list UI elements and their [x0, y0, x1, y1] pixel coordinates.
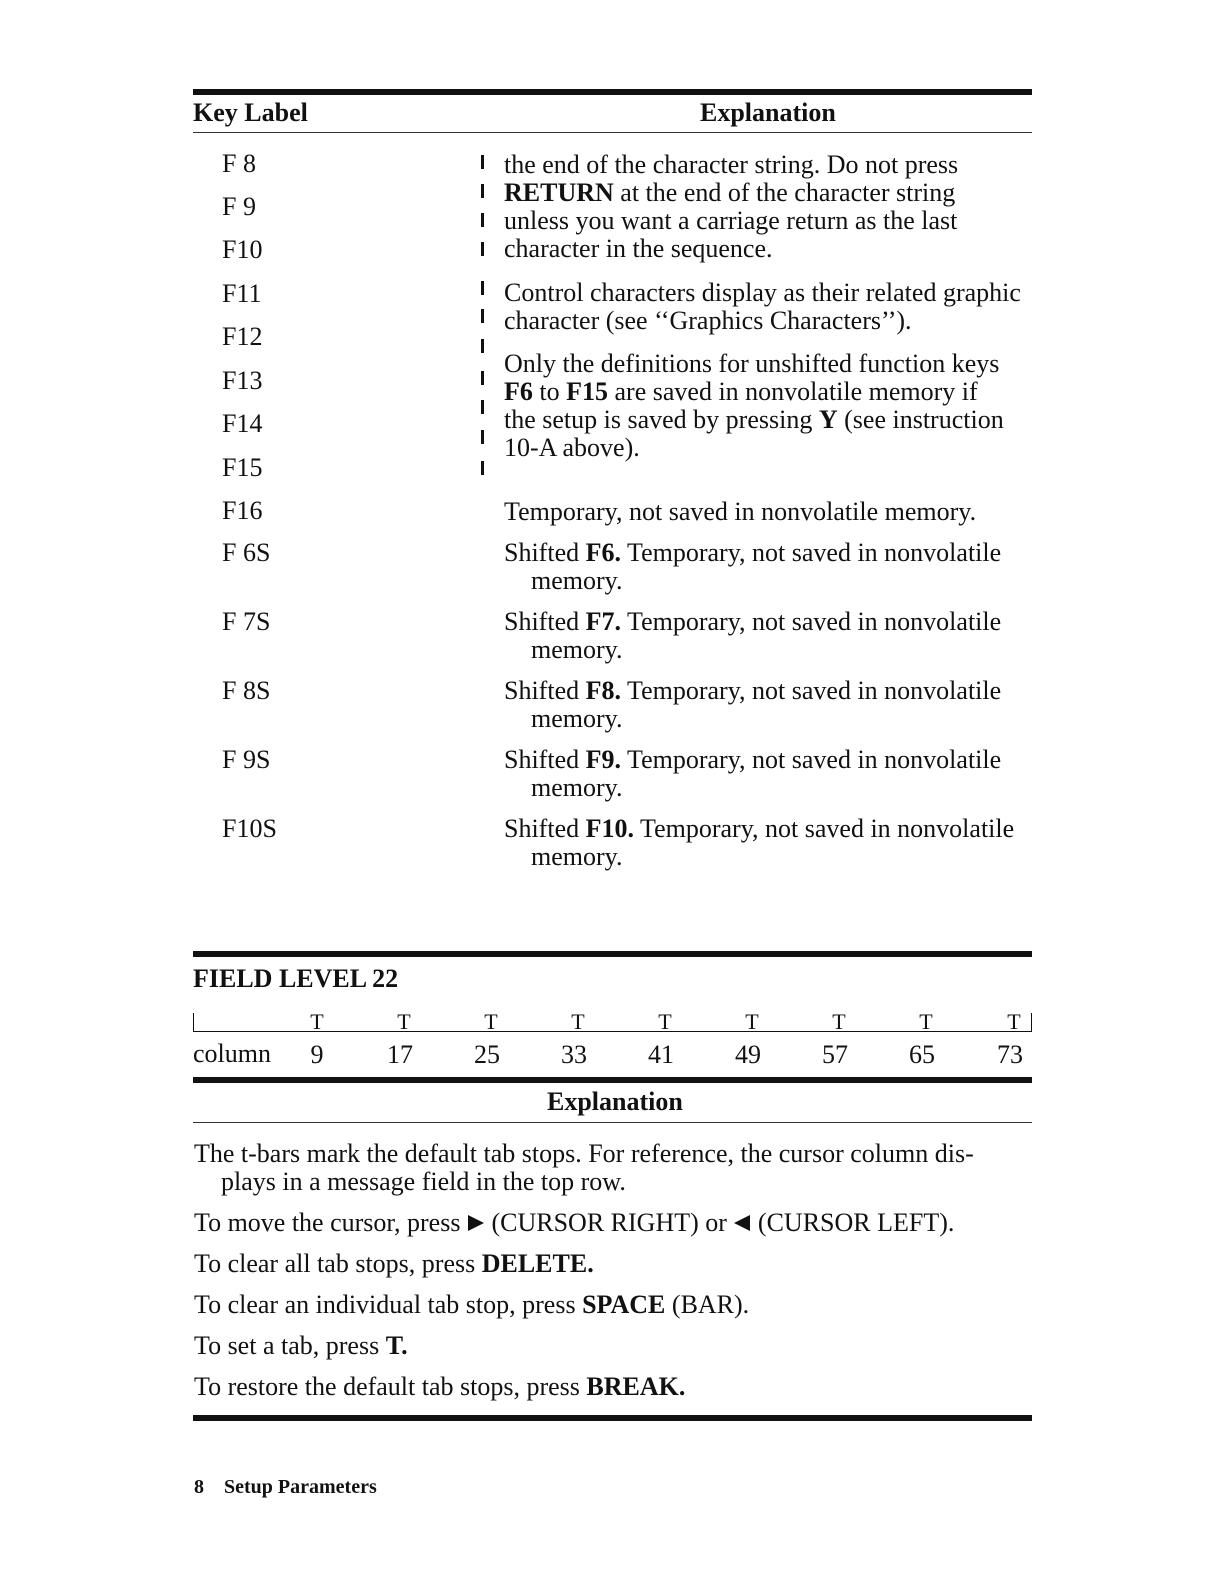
shifted-text: Temporary, not saved in nonvolatile [621, 607, 1002, 636]
ruler-right-edge [1031, 1013, 1032, 1032]
paragraph-text: (BAR). [665, 1290, 750, 1319]
set-tab-paragraph [194, 1332, 408, 1360]
change-bar [481, 309, 484, 323]
shifted-text: Temporary, not saved in nonvolatile [621, 745, 1002, 774]
tab-stop-marker: T [832, 1009, 846, 1034]
change-bar [481, 339, 484, 353]
paragraph-text: To restore the default tab stops, press [194, 1372, 587, 1401]
explanation-line: character in the sequence. [504, 234, 773, 263]
explanation-line: the end of the character string. Do not press [504, 150, 959, 179]
clear-one-paragraph [194, 1291, 749, 1319]
left-arrow-icon [733, 1214, 751, 1232]
paragraph-text: (CURSOR RIGHT) or [484, 1208, 734, 1237]
change-bar [481, 461, 484, 475]
bottom-rule [193, 1415, 1032, 1421]
shifted-explanation [504, 815, 1044, 871]
return-key: RETURN [504, 178, 614, 207]
explanation-rule [193, 1077, 1032, 1083]
key-label: F11 [222, 279, 262, 308]
field-level-rule [193, 951, 1032, 957]
t-key: T. [385, 1331, 408, 1360]
shifted-text: Temporary, not saved in nonvolatile [634, 814, 1015, 843]
key-label: F 9S [222, 745, 271, 774]
column-number: 49 [735, 1040, 761, 1069]
explanation-text: (see instruction [837, 405, 1004, 434]
tab-stop-marker: T [919, 1009, 933, 1034]
explanation-text: the setup is saved by pressing [504, 405, 819, 434]
explanation-line: unless you want a carriage return as the last [504, 206, 958, 235]
column-number: 57 [822, 1040, 848, 1069]
key-label: F13 [222, 366, 263, 395]
explanation-header: Explanation [700, 98, 836, 127]
key-label: F12 [222, 322, 263, 351]
key-label: F 9 [222, 192, 256, 221]
column-number: 25 [474, 1040, 500, 1069]
restore-paragraph [194, 1373, 685, 1401]
shifted-cont: memory. [531, 566, 623, 595]
f16-explanation [504, 498, 1044, 526]
y-key: Y [818, 405, 838, 434]
change-bar [481, 184, 484, 198]
column-number: 41 [648, 1040, 674, 1069]
tab-stop-marker: T [745, 1009, 759, 1034]
paragraph-text: To move the cursor, press [194, 1208, 467, 1237]
shifted-key: F7. [585, 607, 621, 636]
key-label: F 8S [222, 676, 271, 705]
column-number: 65 [909, 1040, 935, 1069]
tab-stop-marker: T [310, 1009, 324, 1034]
paragraph-text: To clear all tab stops, press [194, 1249, 482, 1278]
delete-key: DELETE. [481, 1249, 594, 1278]
change-bar [481, 281, 484, 295]
section-title: Setup Parameters [224, 1476, 377, 1498]
cursor-paragraph [194, 1209, 954, 1237]
explanation-line: Control characters display as their related graphic [504, 278, 1021, 307]
key-label-header: Key Label [193, 98, 308, 127]
tab-stop-marker: T [571, 1009, 585, 1034]
shifted-cont: memory. [531, 842, 623, 871]
shifted-text: Temporary, not saved in nonvolatile [621, 538, 1002, 567]
key-label: F 7S [222, 607, 271, 636]
shifted-key: F6. [585, 538, 621, 567]
shifted-prefix: Shifted [504, 607, 586, 636]
change-bar [481, 430, 484, 444]
explanation-line: character (see ‘‘Graphics Characters’’). [504, 306, 912, 335]
explanation-text: at the end of the character string [620, 178, 956, 207]
shifted-explanation [504, 746, 1044, 802]
f6-key: F6 [504, 377, 533, 406]
tab-stop-marker: T [397, 1009, 411, 1034]
key-label: F14 [222, 409, 263, 438]
explanation-text: are saved in nonvolatile memory if [608, 377, 978, 406]
column-number: 17 [387, 1040, 413, 1069]
shifted-prefix: Shifted [504, 745, 586, 774]
tbar-paragraph [194, 1140, 974, 1196]
shifted-prefix: Shifted [504, 676, 586, 705]
ruler-left-edge [193, 1013, 194, 1032]
shifted-explanation [504, 539, 1044, 595]
page-number: 8 [194, 1476, 204, 1498]
shifted-cont: memory. [531, 773, 623, 802]
page-footer [194, 1476, 377, 1499]
explanation-underline [193, 1122, 1032, 1123]
paragraph-line: plays in a message field in the top row. [221, 1167, 626, 1196]
change-bar [481, 213, 484, 227]
shifted-explanation [504, 677, 1044, 733]
shifted-cont: memory. [531, 635, 623, 664]
paragraph-line: The t-bars mark the default tab stops. For reference, the cursor column dis- [194, 1139, 974, 1168]
key-label: F10S [222, 814, 277, 843]
key-label: F 8 [222, 149, 256, 178]
change-bar [481, 400, 484, 414]
key-label: F15 [222, 453, 263, 482]
column-label: column [193, 1039, 271, 1068]
paragraph-text: To set a tab, press [194, 1331, 386, 1360]
field-level-title: FIELD LEVEL 22 [193, 964, 399, 993]
shifted-key: F8. [585, 676, 621, 705]
paragraph-text: (CURSOR LEFT). [751, 1208, 955, 1237]
column-number: 33 [561, 1040, 587, 1069]
shifted-explanation [504, 608, 1044, 664]
explanation-line: 10-A above). [504, 433, 640, 462]
right-arrow-icon [467, 1214, 485, 1232]
shifted-cont: memory. [531, 704, 623, 733]
explanation-line [504, 406, 1044, 434]
change-bar [481, 155, 484, 169]
column-number: 73 [997, 1040, 1023, 1069]
key-label: F10 [222, 235, 263, 264]
explanation-block-3 [504, 350, 1044, 462]
tab-stop-marker: T [658, 1009, 672, 1034]
key-label: F16 [222, 496, 263, 525]
explanation-line [504, 179, 1044, 207]
explanation-block-2 [504, 279, 1044, 335]
space-key: SPACE [582, 1290, 666, 1319]
explanation-block-1 [504, 151, 1044, 263]
break-key: BREAK. [586, 1372, 686, 1401]
paragraph-text: To clear an individual tab stop, press [194, 1290, 583, 1319]
column-number: 9 [310, 1040, 324, 1069]
change-bar [481, 242, 484, 256]
field-explanation-header: Explanation [547, 1087, 683, 1116]
tab-stop-marker: T [1007, 1009, 1021, 1034]
shifted-key: F9. [585, 745, 621, 774]
explanation-line [504, 378, 1044, 406]
explanation-line: Temporary, not saved in nonvolatile memory. [504, 497, 977, 526]
explanation-line: Only the definitions for unshifted function keys [504, 349, 1000, 378]
shifted-text: Temporary, not saved in nonvolatile [621, 676, 1002, 705]
f15-key: F15 [566, 377, 609, 406]
change-bar [481, 371, 484, 385]
tab-stop-marker: T [484, 1009, 498, 1034]
top-rule [193, 89, 1032, 95]
clear-all-paragraph [194, 1250, 594, 1278]
header-underline [193, 132, 1032, 133]
shifted-prefix: Shifted [504, 814, 586, 843]
explanation-text: to [532, 377, 567, 406]
shifted-key: F10. [585, 814, 634, 843]
key-label: F 6S [222, 538, 271, 567]
shifted-prefix: Shifted [504, 538, 586, 567]
